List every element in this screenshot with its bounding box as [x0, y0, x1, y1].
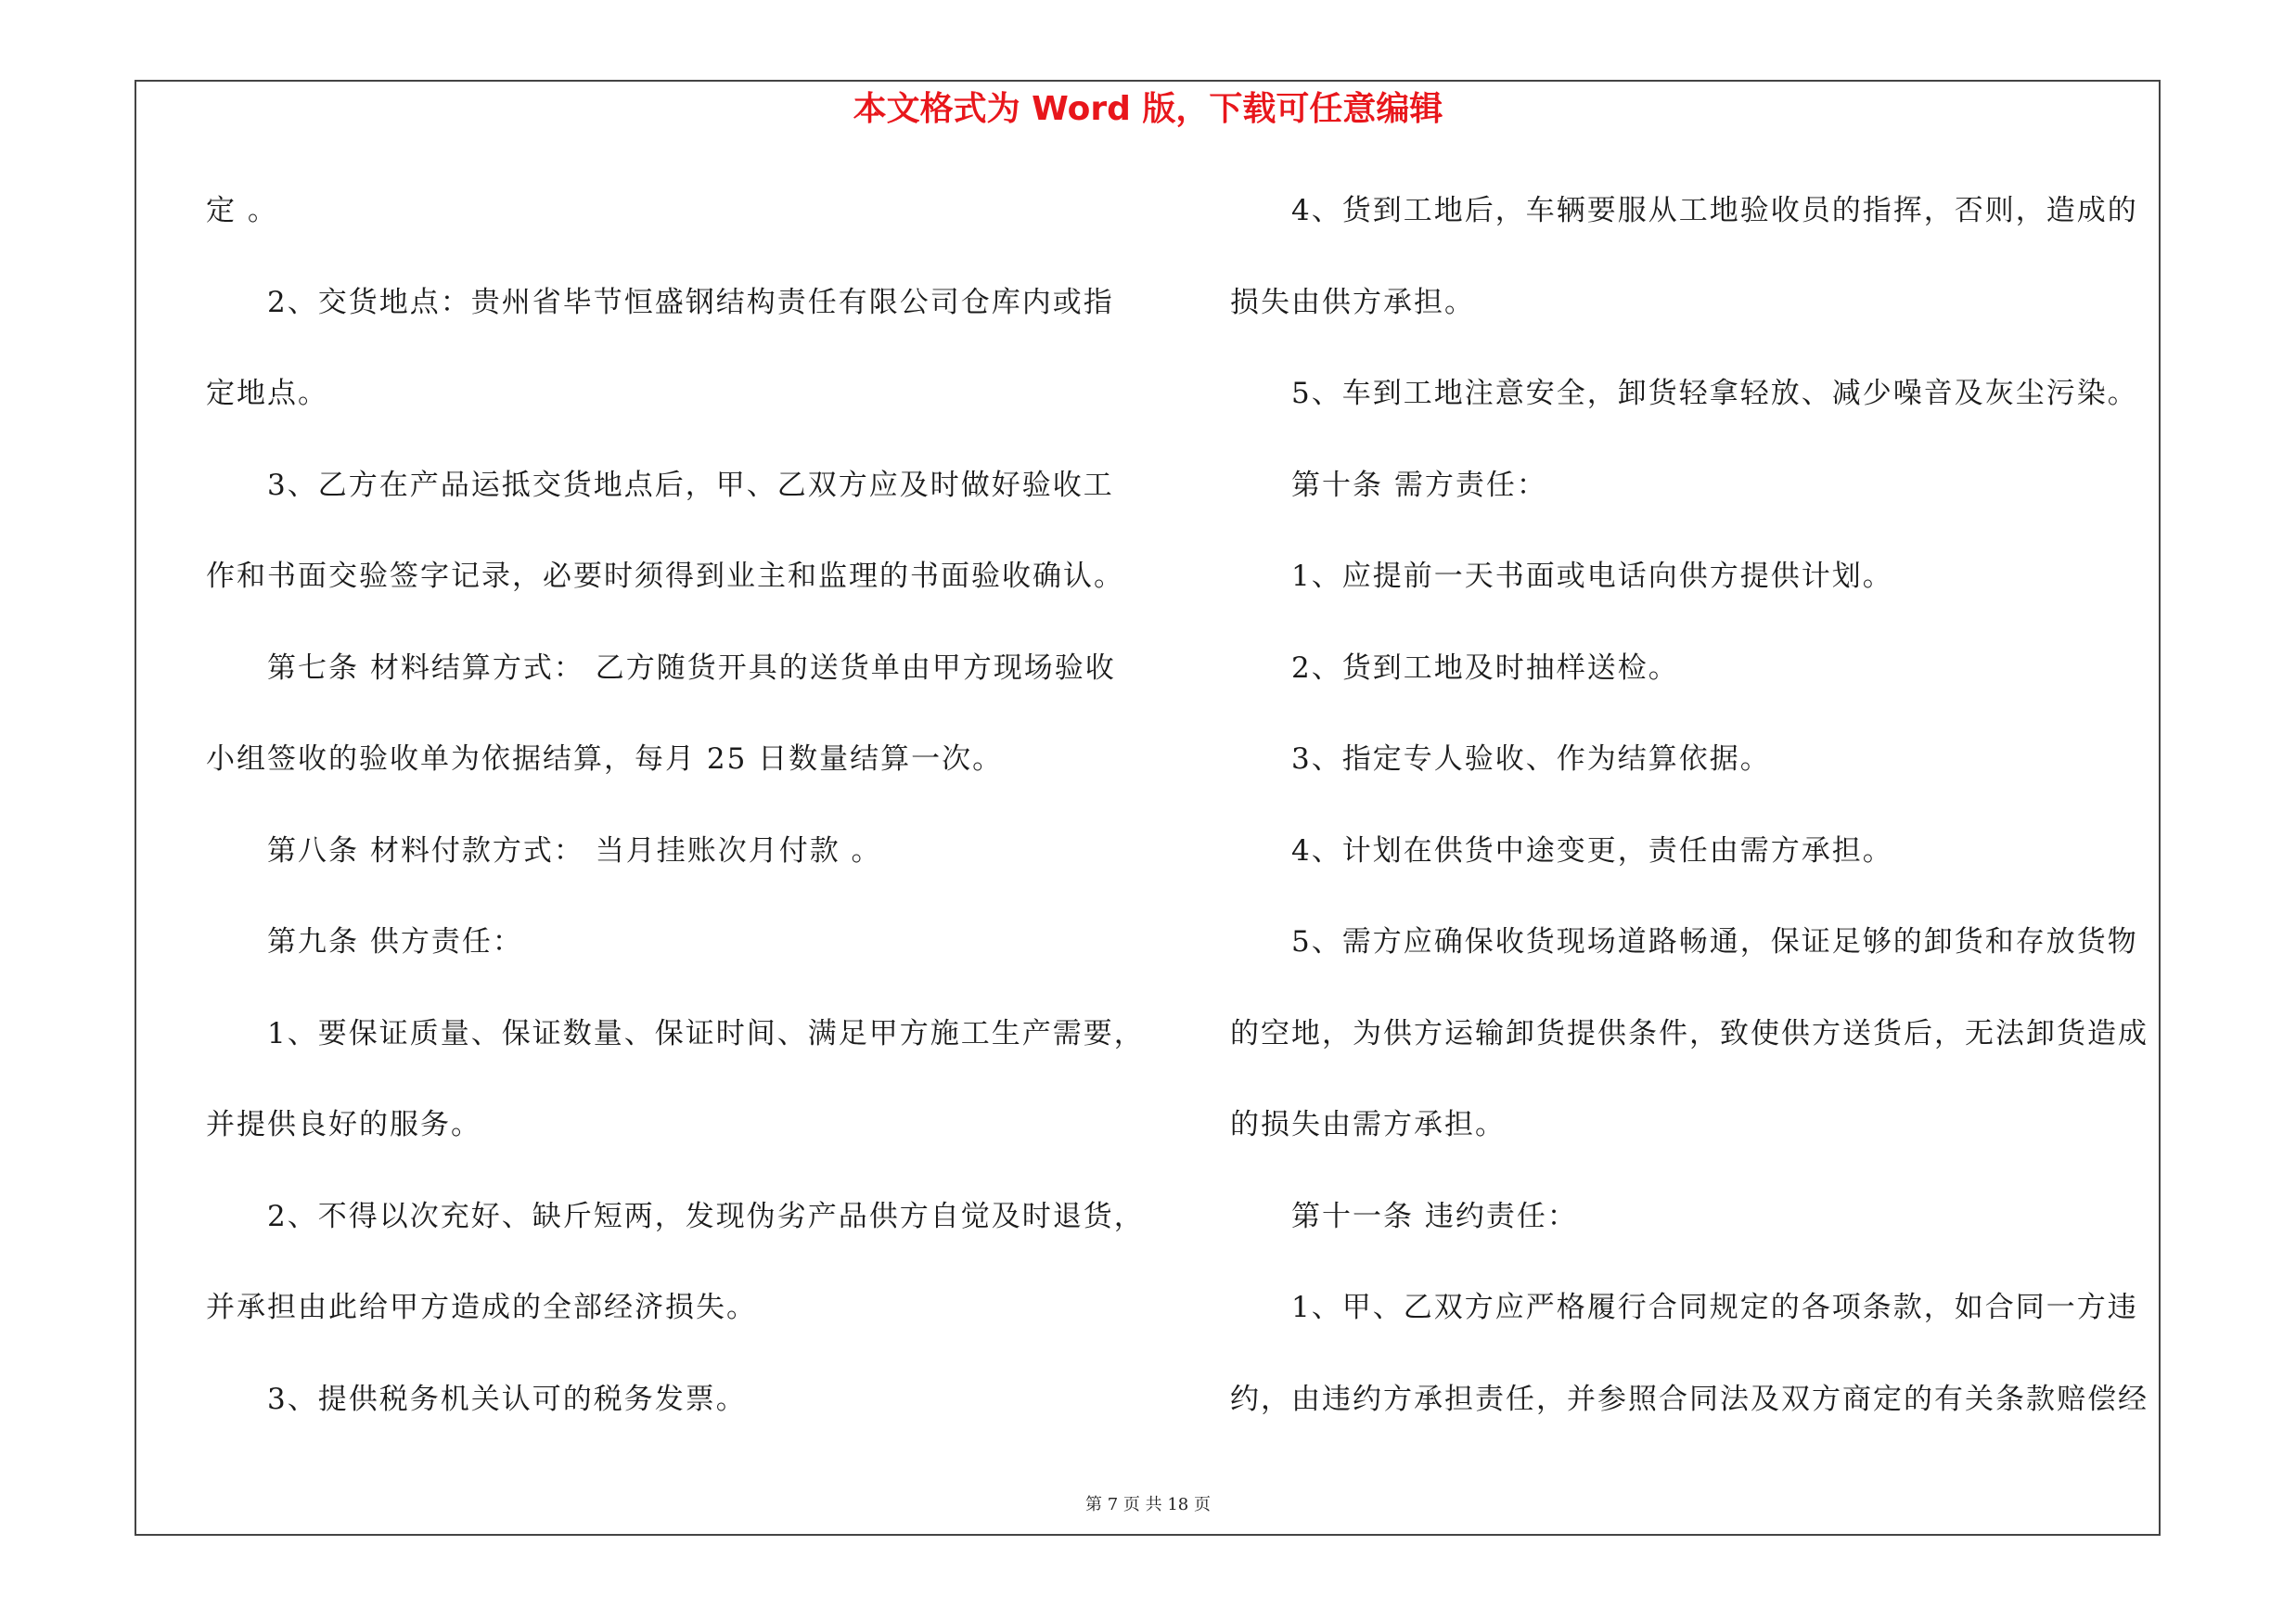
text-line: 第九条 供方责任：	[206, 925, 523, 959]
footer-suffix: 页	[1188, 1495, 1211, 1514]
text-line: 第十条 需方责任：	[1230, 468, 1547, 502]
footer-middle: 页 共	[1118, 1495, 1168, 1514]
text-line: 1、甲、乙双方应严格履行合同规定的各项条款，如合同一方违	[1230, 1291, 2138, 1324]
text-line: 1、要保证质量、保证数量、保证时间、满足甲方施工生产需要，	[206, 1016, 1145, 1050]
text-line: 5、需方应确保收货现场道路畅通，保证足够的卸货和存放货物	[1230, 925, 2138, 959]
text-line: 第八条 材料付款方式： 当月挂账次月付款 。	[206, 833, 882, 868]
text-line: 2、货到工地及时抽样送检。	[1230, 650, 1679, 685]
text-line: 2、交货地点：贵州省毕节恒盛钢结构责任有限公司仓库内或指	[206, 285, 1114, 319]
text-line: 作和书面交验签字记录，必要时须得到业主和监理的书面验收确认。	[206, 560, 1124, 593]
text-line: 并承担由此给甲方造成的全部经济损失。	[206, 1291, 757, 1324]
left-column	[206, 181, 1152, 1461]
text-line: 1、应提前一天书面或电话向供方提供计划。	[1230, 560, 1893, 593]
text-line: 3、乙方在产品运抵交货地点后，甲、乙双方应及时做好验收工	[206, 468, 1114, 502]
text-line: 定 。	[206, 194, 278, 227]
text-line: 的空地，为供方运输卸货提供条件，致使供方送货后，无法卸货造成	[1230, 1016, 2148, 1050]
footer-prefix: 第	[1085, 1495, 1108, 1514]
text-line: 第十一条 违约责任：	[1230, 1199, 1578, 1233]
footer-current-page: 7	[1107, 1495, 1119, 1514]
footer-total-pages: 18	[1167, 1495, 1189, 1514]
text-line: 3、提供税务机关认可的税务发票。	[206, 1382, 747, 1416]
text-line: 4、货到工地后，车辆要服从工地验收员的指挥，否则，造成的	[1230, 194, 2138, 227]
text-line: 2、不得以次充好、缺斤短两，发现伪劣产品供方自觉及时退货，	[206, 1199, 1145, 1233]
text-line: 3、指定专人验收、作为结算依据。	[1230, 742, 1771, 776]
text-line: 5、车到工地注意安全，卸货轻拿轻放、减少噪音及灰尘污染。	[1230, 377, 2138, 410]
banner-text: 本文格式为 Word 版，下载可任意编辑	[853, 90, 1443, 128]
page-footer	[0, 1494, 2296, 1516]
text-line: 并提供良好的服务。	[206, 1108, 481, 1141]
text-line: 定地点。	[206, 377, 328, 410]
text-line: 第七条 材料结算方式： 乙方随货开具的送货单由甲方现场验收	[206, 650, 1116, 685]
text-line: 损失由供方承担。	[1230, 285, 1475, 319]
document-banner	[0, 89, 2296, 130]
text-line: 约，由违约方承担责任，并参照合同法及双方商定的有关条款赔偿经	[1230, 1382, 2148, 1416]
right-column	[1230, 181, 2153, 1461]
text-line: 小组签收的验收单为依据结算，每月 25 日数量结算一次。	[206, 742, 1004, 776]
text-line: 的损失由需方承担。	[1230, 1108, 1506, 1141]
text-line: 4、计划在供货中途变更，责任由需方承担。	[1230, 833, 1893, 868]
